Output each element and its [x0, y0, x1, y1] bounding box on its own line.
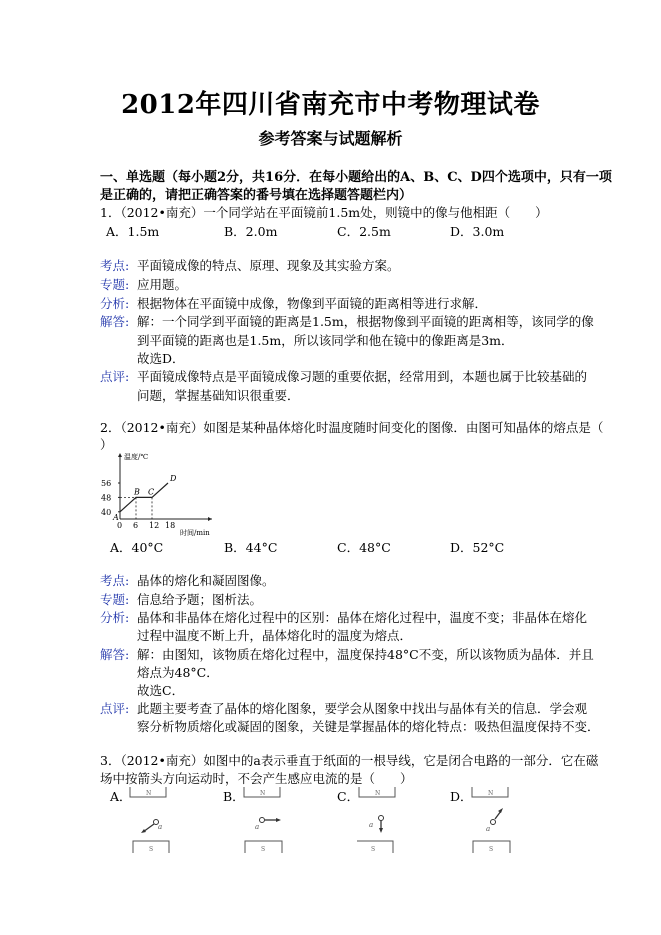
q3-diagram-d	[470, 785, 540, 855]
y-axis-label: 温度/℃	[124, 453, 149, 461]
q2-label-kaodian: 考点:	[100, 573, 130, 588]
magnet-s-label: S	[489, 846, 494, 853]
y-tick-label: 56	[101, 479, 112, 488]
q1-jieda-line1: 解：一个同学到平面镜的距离是1.5m，根据物像到平面镜的距离相等，该同学的像	[137, 314, 594, 329]
section-heading-line2: 是正确的，请把正确答案的番号填在选择题答题栏内）	[100, 188, 413, 203]
q3-diagram-b	[242, 785, 312, 855]
q1-kaodian: 平面镜成像的特点、原理、现象及其实验方案。	[137, 258, 400, 273]
point-label-B: B	[134, 487, 140, 497]
q2-label-fenxi: 分析:	[100, 610, 130, 625]
wire-label: a	[158, 823, 163, 831]
q1-jieda-line2: 到平面镜的距离也是1.5m，所以该同学和他在镜中的像距离是3m．	[137, 333, 514, 348]
q1-dianping-line1: 平面镜成像特点是平面镜成像习题的重要依据，经常用到，本题也属于比较基础的	[137, 369, 588, 384]
q2-option-d: D．52°C	[450, 540, 505, 555]
q1-zhuanti: 应用题。	[137, 277, 188, 292]
q2-jieda-line2: 熔点为48°C．	[137, 665, 219, 680]
q3-stem-line1: 3．（2012•南充）如图中的a表示垂直于纸面的一根导线，它是闭合电路的一部分．它在磁	[100, 753, 599, 768]
wire-label: a	[369, 821, 374, 829]
magnet-s-label: S	[371, 846, 376, 853]
q1-label-kaodian: 考点:	[100, 258, 130, 273]
q1-option-d: D．3.0m	[450, 224, 505, 239]
q3-stem-line2: 场中按箭头方向运动时，不会产生感应电流的是（ ）	[100, 771, 413, 786]
q1-label-jieda: 解答:	[100, 314, 130, 329]
q3-diagram-a	[128, 785, 198, 855]
y-tick-label: 40	[101, 507, 112, 517]
x-tick-label: 18	[165, 521, 176, 530]
q1-label-zhuanti: 专题:	[100, 277, 130, 292]
q1-stem: 1．（2012•南充）一个同学站在平面镜前1.5m处，则镜中的像与他相距（ ）	[100, 205, 548, 220]
q2-label-zhuanti: 专题:	[100, 592, 130, 607]
q2-fenxi-line2: 过程中温度不断上升，晶体熔化时的温度为熔点．	[137, 628, 413, 643]
magnet-n-label: N	[260, 790, 266, 797]
melting-chart	[100, 451, 220, 536]
q3-option-b-label: B．	[223, 789, 245, 804]
point-label-D: D	[170, 474, 177, 483]
q1-label-dianping: 点评:	[100, 369, 130, 384]
q2-option-b: B．44°C	[224, 540, 278, 555]
series-line	[120, 483, 168, 512]
page-title: 2012年四川省南充市中考物理试卷	[121, 90, 540, 120]
magnet-n-label: N	[488, 790, 494, 797]
q1-jieda-line3: 故选D．	[137, 351, 185, 366]
q2-fenxi-line1: 晶体和非晶体在熔化过程中的区别：晶体在熔化过程中，温度不变；非晶体在熔化	[137, 610, 588, 625]
q2-stem-line1: 2．（2012•南充）如图是某种晶体熔化时温度随时间变化的图像．由图可知晶体的熔点是（	[100, 420, 604, 435]
page-subtitle: 参考答案与试题解析	[258, 129, 403, 148]
section-heading-line1: 一、单选题（每小题2分，共16分．在每小题给出的A、B、C、D四个选项中，只有一项	[100, 170, 612, 185]
y-tick-label: 48	[101, 493, 112, 503]
q3-diagram-c	[357, 785, 427, 855]
q2-dianping-line2: 察分析物质熔化或凝固的图象，关键是掌握晶体的熔化特点：吸热但温度保持不变．	[137, 719, 600, 734]
point-label-A: A	[113, 512, 119, 522]
q3-option-d-label: D．	[450, 789, 473, 804]
y-axis-arrow	[118, 453, 122, 457]
q2-label-jieda: 解答:	[100, 647, 130, 662]
x-tick-label: 12	[149, 521, 160, 530]
magnet-s-label: S	[149, 846, 154, 853]
point-label-C: C	[148, 487, 155, 497]
q3-option-c-label: C．	[337, 789, 360, 804]
x-axis-label: 时间/min	[180, 529, 210, 536]
wire-label: a	[486, 825, 491, 833]
x-tick-label: 0	[117, 521, 123, 530]
x-axis-arrow	[208, 517, 212, 521]
magnet-n-label: N	[146, 790, 152, 797]
q1-fenxi: 根据物体在平面镜中成像，物像到平面镜的距离相等进行求解．	[137, 296, 488, 311]
wire-label: a	[255, 823, 260, 831]
magnet-n-label: N	[375, 790, 381, 797]
q2-label-dianping: 点评:	[100, 701, 130, 716]
q2-stem-line2: ）	[100, 437, 113, 452]
q2-jieda-line3: 故选C．	[137, 683, 185, 698]
q2-jieda-line1: 解：由图知，该物质在熔化过程中，温度保持48°C不变，所以该物质为晶体．并且	[137, 647, 594, 662]
magnet-s-label: S	[261, 846, 266, 853]
q3-option-a-label: A．	[110, 789, 132, 804]
q1-option-c: C．2.5m	[337, 224, 391, 239]
q2-dianping-line1: 此题主要考查了晶体的熔化图象，要学会从图象中找出与晶体有关的信息．学会观	[137, 701, 588, 716]
x-tick-label: 6	[133, 521, 139, 530]
q1-label-fenxi: 分析:	[100, 296, 130, 311]
q1-option-a: A．1.5m	[106, 224, 160, 239]
q2-option-c: C．48°C	[337, 540, 391, 555]
q1-dianping-line2: 问题，掌握基础知识很重要．	[137, 388, 300, 403]
q1-option-b: B．2.0m	[224, 224, 278, 239]
q2-zhuanti: 信息给予题；图析法。	[137, 592, 263, 607]
q2-option-a: A．40°C	[110, 540, 164, 555]
q2-kaodian: 晶体的熔化和凝固图像。	[137, 573, 275, 588]
